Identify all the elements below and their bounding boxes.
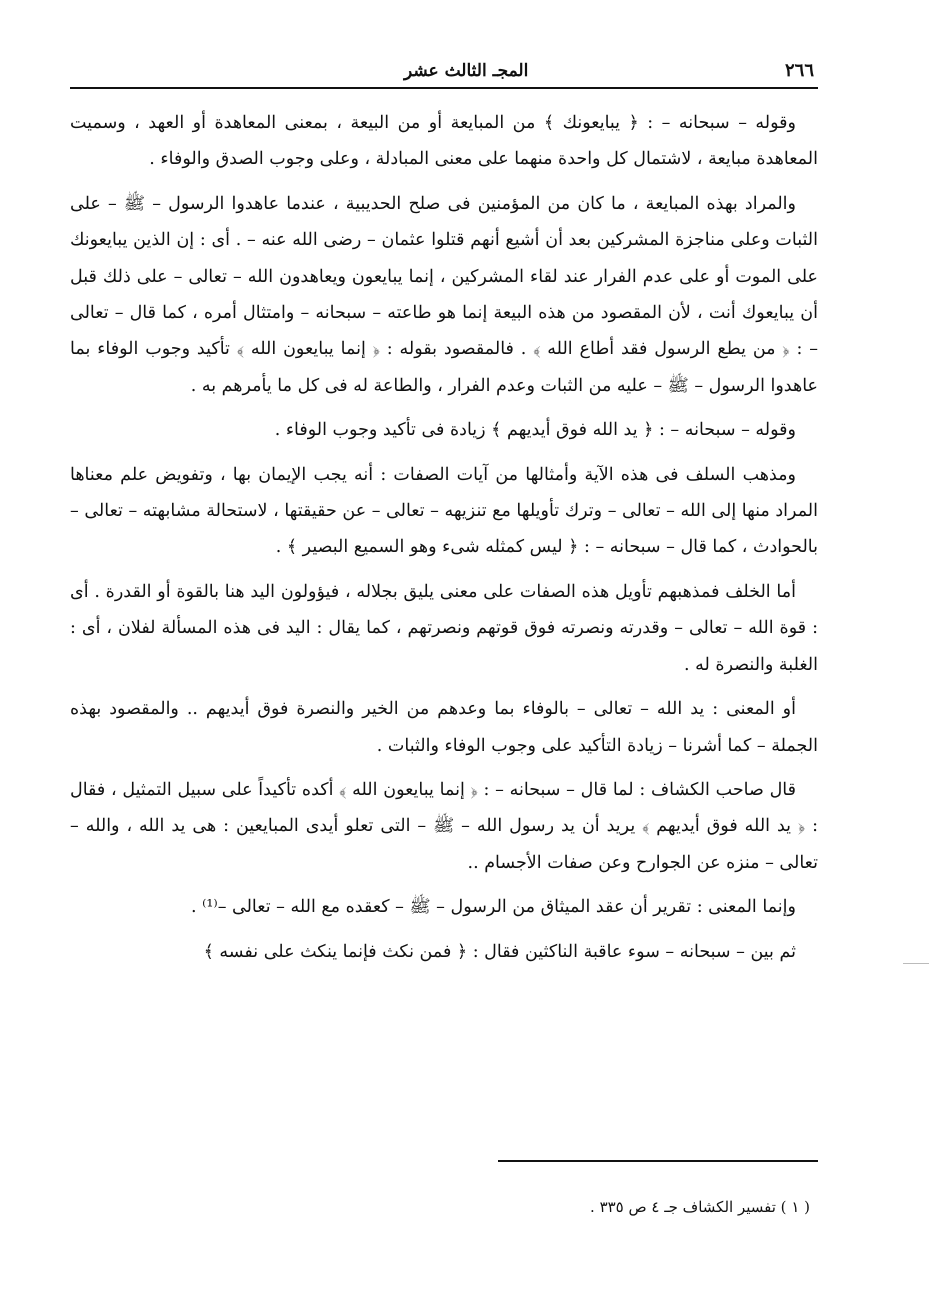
footnote: ( ١ ) تفسير الكشاف جـ ٤ ص ٣٣٥ . xyxy=(590,1198,810,1216)
paragraph: ومذهب السلف فى هذه الآية وأمثالها من آيات الصفات : أنه يجب الإيمان بها ، وتفويض علم معناها المراد منها إلى الله – تعالى – وترك تأويلها مع تنزيهه – تعالى – عن حقيقتها ، لاستحالة مشابهته – تعالى – بالحوادث ، كما قال – سبحانه – : ﴿ ليس كمثله شىء وهو السميع البصير ﴾ . xyxy=(70,464,818,558)
volume-title: المجـ الثالث عشر xyxy=(404,61,529,81)
paragraph: وإنما المعنى : تقرير أن عقد الميثاق من الرسول – ﷺ – كعقده مع الله – تعالى –⁽¹⁾ . xyxy=(190,897,796,918)
paragraph: أما الخلف فمذهبهم تأويل هذه الصفات على معنى يليق بجلاله ، فيؤولون اليد هنا بالقوة أو القدرة . أى : قوة الله – تعالى – وقدرته ونصرته فوق قوتهم ونصرتهم ، كما يقال : اليد فى هذه المسألة لفلان ، أى : الغلبة والنصرة له . xyxy=(70,581,818,675)
book-page xyxy=(70,60,818,1216)
page-number: ٢٦٦ xyxy=(784,60,814,81)
paragraph: ثم بين – سبحانه – سوء عاقبة الناكثين فقال : ﴿ فمن نكث فإنما ينكث على نفسه ﴾ xyxy=(203,941,796,962)
margin-mark xyxy=(903,963,929,964)
paragraph: وقوله – سبحانه – : ﴿ يد الله فوق أيديهم ﴾ زيادة فى تأكيد وجوب الوفاء . xyxy=(274,420,796,441)
paragraph: وقوله – سبحانه – : ﴿ يبايعونك ﴾ من المبايعة أو من البيعة ، بمعنى المعاهدة أو العهد ، وسميت المعاهدة مبايعة ، لاشتمال كل واحدة منهما على معنى المبادلة ، وعلى وجوب الصدق والوفاء . xyxy=(70,113,818,170)
paragraph: أو المعنى : يد الله – تعالى – بالوفاء بما وعدهم من الخير والنصرة فوق أيديهم .. والمقصود بهذه الجملة – كما أشرنا – زيادة التأكيد على وجوب الوفاء والثبات . xyxy=(70,699,818,756)
paragraph: قال صاحب الكشاف : لما قال – سبحانه – : ﴿ إنما يبايعون الله ﴾ أكده تأكيداً على سبيل التمثيل ، فقال : ﴿ يد الله فوق أيديهم ﴾ يريد أن يد رسول الله – ﷺ – التى تعلو أيدى المبايعين : هى يد الله ، والله – تعالى – منزه عن الجوارح وعن صفات الأجسام .. xyxy=(70,779,818,873)
page-header xyxy=(70,60,818,89)
page-body xyxy=(70,105,818,970)
paragraph: والمراد بهذه المبايعة ، ما كان من المؤمنين فى صلح الحديبية ، عندما عاهدوا الرسول – ﷺ – على الثبات وعلى مناجزة المشركين بعد أن أشيع أنهم قتلوا عثمان – رضى الله عنه – . أى : إن الذين يبايعونك على الموت أو على عدم الفرار عند لقاء المشركين ، إنما يبايعون ويعاهدون الله – تعالى – على ذلك قبل أن يبايعوك أنت ، لأن المقصود من هذه البيعة إنما هو طاعته – سبحانه – وامتثال أمره ، كما قال – تعالى – : ﴿ من يطع الرسول فقد أطاع الله ﴾ . فالمقصود بقوله : ﴿ إنما يبايعون الله ﴾ تأكيد وجوب الوفاء بما عاهدوا الرسول – ﷺ – عليه من الثبات وعدم الفرار ، والطاعة له فى كل ما يأمرهم به . xyxy=(70,193,818,396)
footnote-divider xyxy=(498,1160,818,1162)
